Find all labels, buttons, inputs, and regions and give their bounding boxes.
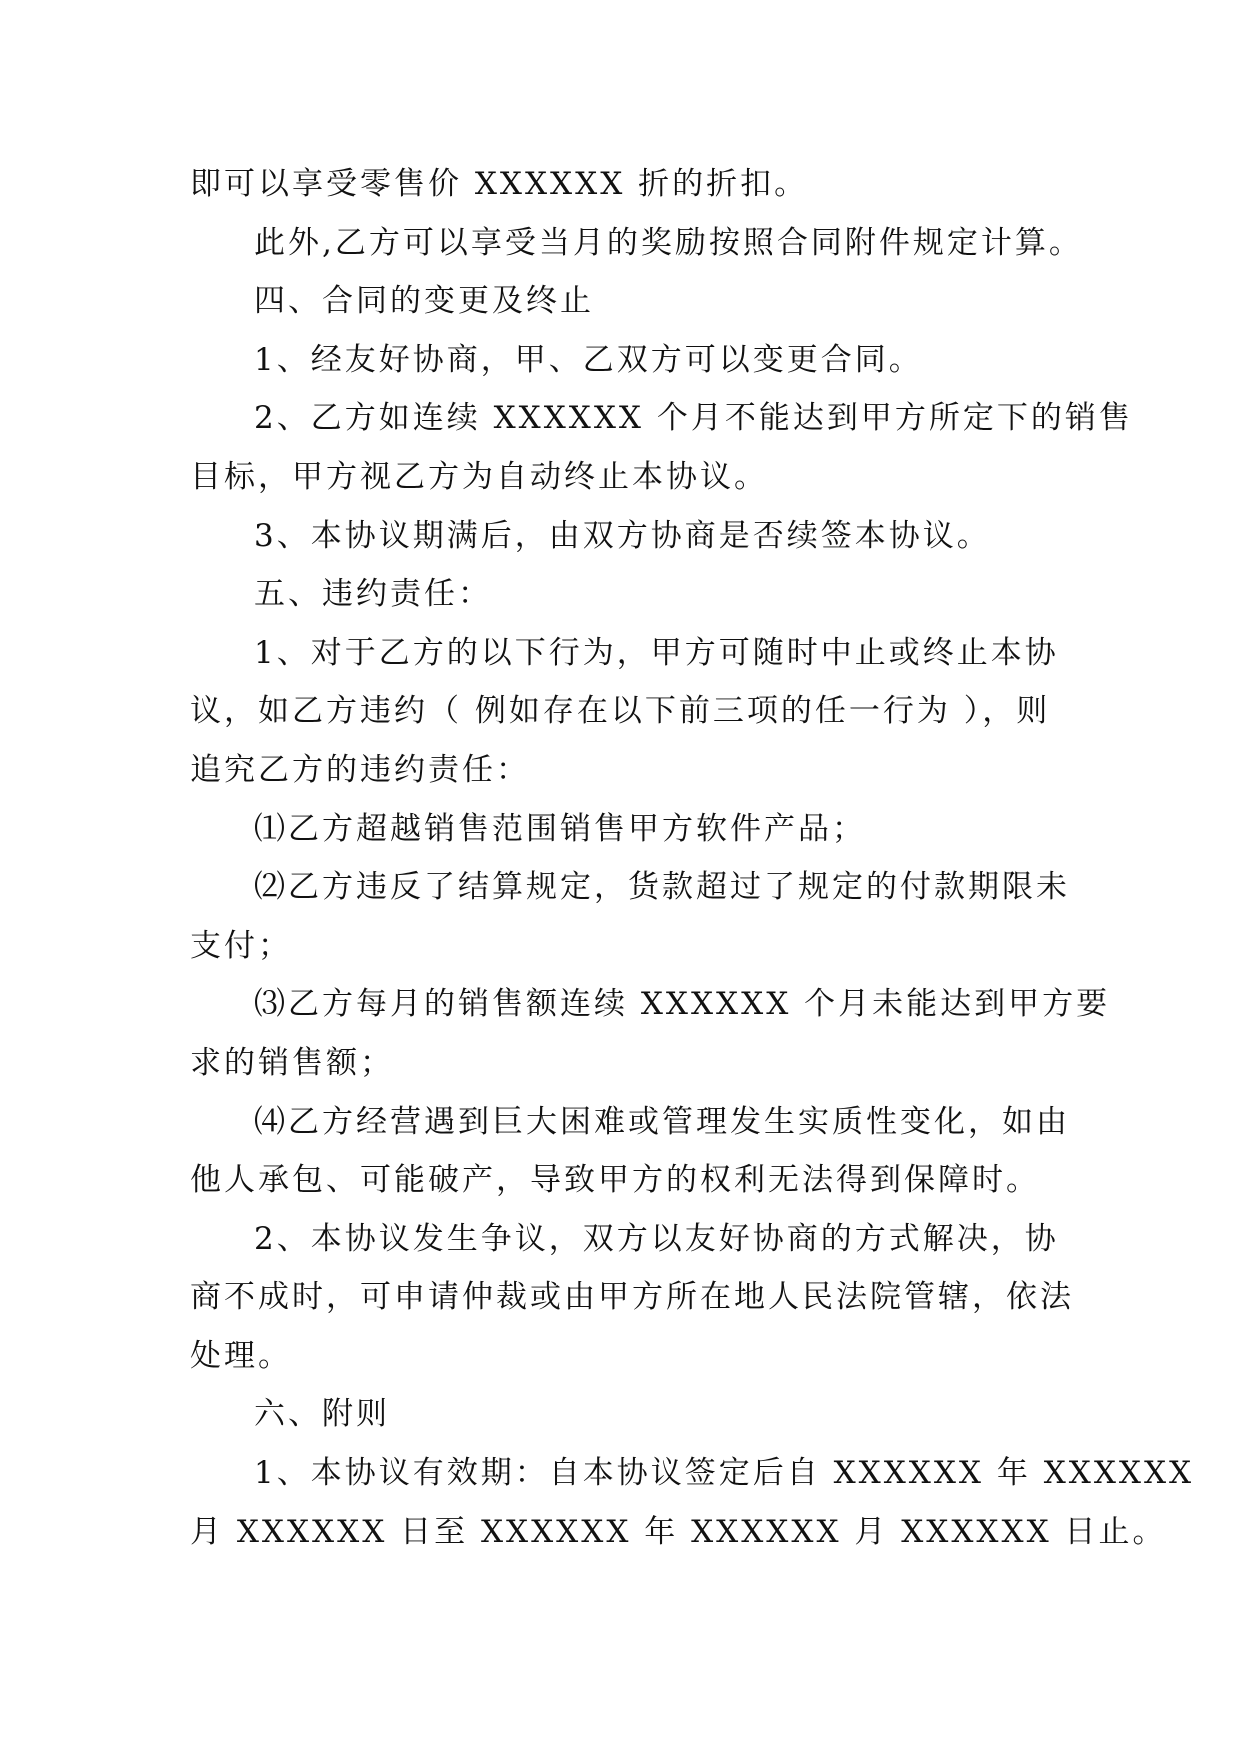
text-line: 1、本协议有效期：自本协议签定后自 XXXXXX 年 XXXXXX [254, 1455, 1195, 1492]
text-line: 3、本协议期满后，由双方协商是否续签本协议。 [254, 517, 991, 554]
text-line: 此外,乙方可以享受当月的奖励按照合同附件规定计算。 [254, 224, 1083, 261]
text-line: 议，如乙方违约（ 例如存在以下前三项的任一行为 ），则 [190, 693, 1051, 730]
text-line: 追究乙方的违约责任： [190, 751, 530, 788]
text-line: 商不成时，可申请仲裁或由甲方所在地人民法院管辖，依法 [190, 1279, 1074, 1316]
section-heading: 六、附则 [254, 1396, 390, 1433]
text-line: 2、本协议发生争议，双方以友好协商的方式解决，协 [254, 1220, 1059, 1257]
text-line: 目标，甲方视乙方为自动终止本协议。 [190, 458, 768, 495]
document-body [190, 155, 1195, 1561]
text-line: 支付； [190, 927, 292, 964]
text-line: 处理。 [190, 1337, 292, 1374]
list-item: ⑴乙方超越销售范围销售甲方软件产品； [254, 810, 866, 847]
list-item: ⑷乙方经营遇到巨大困难或管理发生实质性变化，如由 [254, 1103, 1070, 1140]
text-line: 即可以享受零售价 XXXXXX 折的折扣。 [190, 166, 809, 202]
list-item: ⑶乙方每月的销售额连续 XXXXXX 个月未能达到甲方要 [254, 986, 1111, 1023]
text-line: 月 XXXXXX 日至 XXXXXX 年 XXXXXX 月 XXXXXX 日止。 [190, 1513, 1167, 1550]
list-item: ⑵乙方违反了结算规定，货款超过了规定的付款期限未 [254, 869, 1070, 906]
text-line: 1、经友好协商，甲、乙双方可以变更合同。 [254, 341, 923, 378]
text-line: 2、乙方如连续 XXXXXX 个月不能达到甲方所定下的销售 [254, 400, 1133, 437]
section-heading: 五、违约责任： [254, 576, 492, 613]
text-line: 他人承包、可能破产，导致甲方的权利无法得到保障时。 [190, 1162, 1040, 1199]
section-heading: 四、合同的变更及终止 [254, 283, 594, 320]
text-line: 求的销售额； [190, 1044, 394, 1081]
text-line: 1、对于乙方的以下行为，甲方可随时中止或终止本协 [254, 634, 1059, 671]
